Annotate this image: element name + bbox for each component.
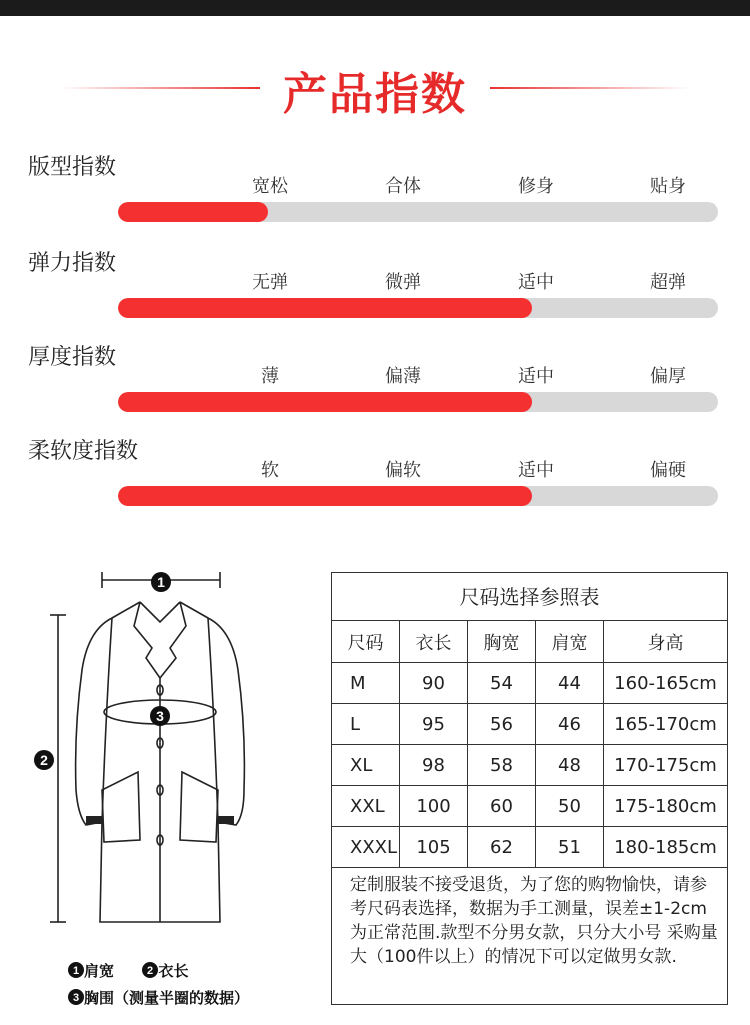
table-cell: 50 (536, 786, 604, 826)
index-level-label: 软 (261, 460, 279, 481)
title-divider-right (490, 87, 690, 89)
legend-chest: 胸围（测量半圈的数据） (84, 989, 250, 1007)
table-row (332, 663, 727, 704)
svg-text:3: 3 (72, 992, 80, 1004)
table-row (332, 745, 727, 786)
index-row (0, 340, 750, 436)
index-bar-track (118, 392, 718, 412)
index-name: 弹力指数 (28, 251, 117, 276)
title-divider-left (60, 87, 260, 89)
marker-1-label: 1 (157, 574, 165, 590)
table-cell: 56 (468, 704, 536, 744)
size-chart-note: 定制服装不接受退货，为了您的购物愉快，请参考尺码表选择，数据为手工测量，误差±1-2cm为正常范围.款型不分男女款，只分大小号 采购量大（100件以上）的情况下可以定做男女款. (350, 875, 718, 967)
index-level-label: 合体 (385, 176, 421, 197)
table-header-cell: 身高 (647, 632, 684, 654)
legend-shoulder: 肩宽 (84, 962, 115, 980)
table-header-cell: 衣长 (400, 621, 468, 662)
index-name: 厚度指数 (28, 345, 117, 370)
top-dark-strip (0, 0, 750, 16)
index-bar-track (118, 298, 718, 318)
table-row (332, 827, 727, 868)
marker-2-label: 2 (40, 752, 48, 768)
table-cell: XL (332, 745, 400, 785)
table-cell: 175-180cm (614, 795, 717, 817)
index-level-label: 适中 (518, 460, 554, 481)
legend-row-2 (68, 987, 249, 1008)
size-chart-title: 尺码选择参照表 (332, 573, 727, 621)
table-cell: 48 (536, 745, 604, 785)
table-cell: 98 (400, 745, 468, 785)
table-cell: 62 (468, 827, 536, 867)
index-row (0, 434, 750, 530)
table-cell: 95 (400, 704, 468, 744)
index-level-label: 修身 (518, 176, 554, 197)
table-cell: 51 (536, 827, 604, 867)
index-level-label: 适中 (518, 366, 554, 387)
table-row (332, 704, 727, 745)
index-level-label: 宽松 (252, 176, 288, 197)
index-level-label: 薄 (261, 366, 279, 387)
coat-measurement-diagram (30, 560, 300, 940)
table-cell: 58 (468, 745, 536, 785)
table-cell: 170-175cm (614, 754, 717, 776)
section-header (0, 52, 750, 122)
index-bar-fill (118, 392, 532, 412)
index-level-label: 偏薄 (385, 366, 421, 387)
index-level-label: 适中 (518, 272, 554, 293)
section-title: 产品指数 (283, 69, 467, 120)
table-cell: 180-185cm (614, 836, 717, 858)
table-header-cell: 肩宽 (536, 621, 604, 662)
table-cell: 90 (400, 663, 468, 703)
index-level-label: 偏软 (385, 460, 421, 481)
index-bar-track (118, 486, 718, 506)
table-cell: 105 (400, 827, 468, 867)
table-cell: 100 (400, 786, 468, 826)
index-name: 版型指数 (28, 155, 117, 180)
marker-2-icon (142, 962, 158, 978)
size-chart (331, 572, 728, 1005)
svg-text:2: 2 (147, 965, 154, 977)
index-level-label: 无弹 (252, 272, 288, 293)
table-cell: M (332, 663, 400, 703)
index-bar-fill (118, 486, 532, 506)
table-cell: 46 (536, 704, 604, 744)
table-cell: 54 (468, 663, 536, 703)
index-bar-fill (118, 298, 532, 318)
index-name: 柔软度指数 (28, 439, 139, 464)
size-chart-header-row (332, 621, 727, 663)
index-level-label: 微弹 (385, 272, 421, 293)
table-cell: 44 (536, 663, 604, 703)
lab-coat-icon (30, 560, 300, 940)
table-cell: 165-170cm (614, 713, 717, 735)
table-row (332, 786, 727, 827)
index-bar-fill (118, 202, 268, 222)
index-bar-track (118, 202, 718, 222)
table-cell: XXXL (332, 827, 400, 867)
table-cell: L (332, 704, 400, 744)
legend-row-1 (68, 960, 189, 981)
legend-length: 衣长 (158, 962, 189, 980)
index-level-label: 超弹 (650, 272, 686, 293)
index-row (0, 246, 750, 342)
marker-3-label: 3 (156, 708, 164, 724)
table-cell: 60 (468, 786, 536, 826)
marker-1-icon (68, 962, 84, 978)
table-header-cell: 胸宽 (468, 621, 536, 662)
table-cell: XXL (332, 786, 400, 826)
index-level-label: 偏硬 (650, 460, 686, 481)
svg-text:1: 1 (72, 965, 80, 977)
index-level-label: 贴身 (650, 176, 686, 197)
index-level-label: 偏厚 (650, 366, 686, 387)
table-cell: 160-165cm (614, 672, 717, 694)
index-row (0, 150, 750, 246)
table-header-cell: 尺码 (332, 621, 400, 662)
marker-3-icon (68, 989, 84, 1005)
